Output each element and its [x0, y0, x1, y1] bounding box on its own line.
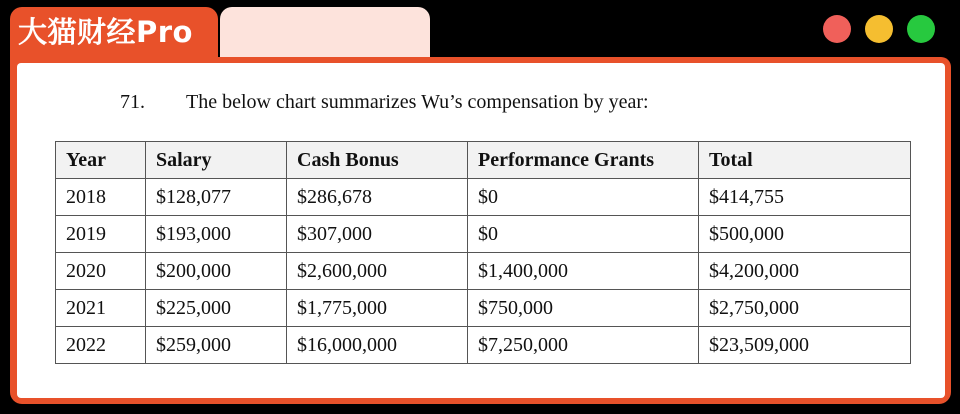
- cell-total: $4,200,000: [699, 253, 911, 290]
- cell-cash-bonus: $1,775,000: [287, 290, 468, 327]
- paragraph-number: 71.: [120, 91, 145, 113]
- cell-year: 2020: [56, 253, 146, 290]
- cell-cash-bonus: $16,000,000: [287, 327, 468, 364]
- close-window-button[interactable]: [823, 15, 851, 43]
- cell-total: $414,755: [699, 179, 911, 216]
- header-performance-grants: Performance Grants: [468, 142, 699, 179]
- cell-year: 2021: [56, 290, 146, 327]
- table-header-row: [56, 142, 911, 179]
- table-row: [56, 216, 911, 253]
- header-salary: Salary: [146, 142, 287, 179]
- cell-salary: $128,077: [146, 179, 287, 216]
- header-year: Year: [56, 142, 146, 179]
- cell-total: $23,509,000: [699, 327, 911, 364]
- cell-salary: $225,000: [146, 290, 287, 327]
- table-row: [56, 253, 911, 290]
- paragraph-text: The below chart summarizes Wu’s compensation by year:: [186, 91, 649, 113]
- cell-cash-bonus: $307,000: [287, 216, 468, 253]
- compensation-table: [55, 141, 911, 364]
- cell-total: $500,000: [699, 216, 911, 253]
- table-row: [56, 290, 911, 327]
- cell-cash-bonus: $286,678: [287, 179, 468, 216]
- cell-total: $2,750,000: [699, 290, 911, 327]
- cell-salary: $200,000: [146, 253, 287, 290]
- cell-performance-grants: $1,400,000: [468, 253, 699, 290]
- maximize-window-button[interactable]: [907, 15, 935, 43]
- header-cash-bonus: Cash Bonus: [287, 142, 468, 179]
- table-row: [56, 179, 911, 216]
- cell-performance-grants: $0: [468, 179, 699, 216]
- cell-year: 2018: [56, 179, 146, 216]
- blank-tab[interactable]: [220, 7, 430, 59]
- brand-logo-text: 大猫财经Pro: [18, 15, 193, 49]
- cell-salary: $259,000: [146, 327, 287, 364]
- cell-performance-grants: $7,250,000: [468, 327, 699, 364]
- cell-performance-grants: $750,000: [468, 290, 699, 327]
- document-page: [17, 63, 945, 398]
- minimize-window-button[interactable]: [865, 15, 893, 43]
- paragraph: [120, 91, 649, 114]
- cell-year: 2019: [56, 216, 146, 253]
- table-row: [56, 327, 911, 364]
- header-total: Total: [699, 142, 911, 179]
- cell-year: 2022: [56, 327, 146, 364]
- cell-performance-grants: $0: [468, 216, 699, 253]
- cell-salary: $193,000: [146, 216, 287, 253]
- cell-cash-bonus: $2,600,000: [287, 253, 468, 290]
